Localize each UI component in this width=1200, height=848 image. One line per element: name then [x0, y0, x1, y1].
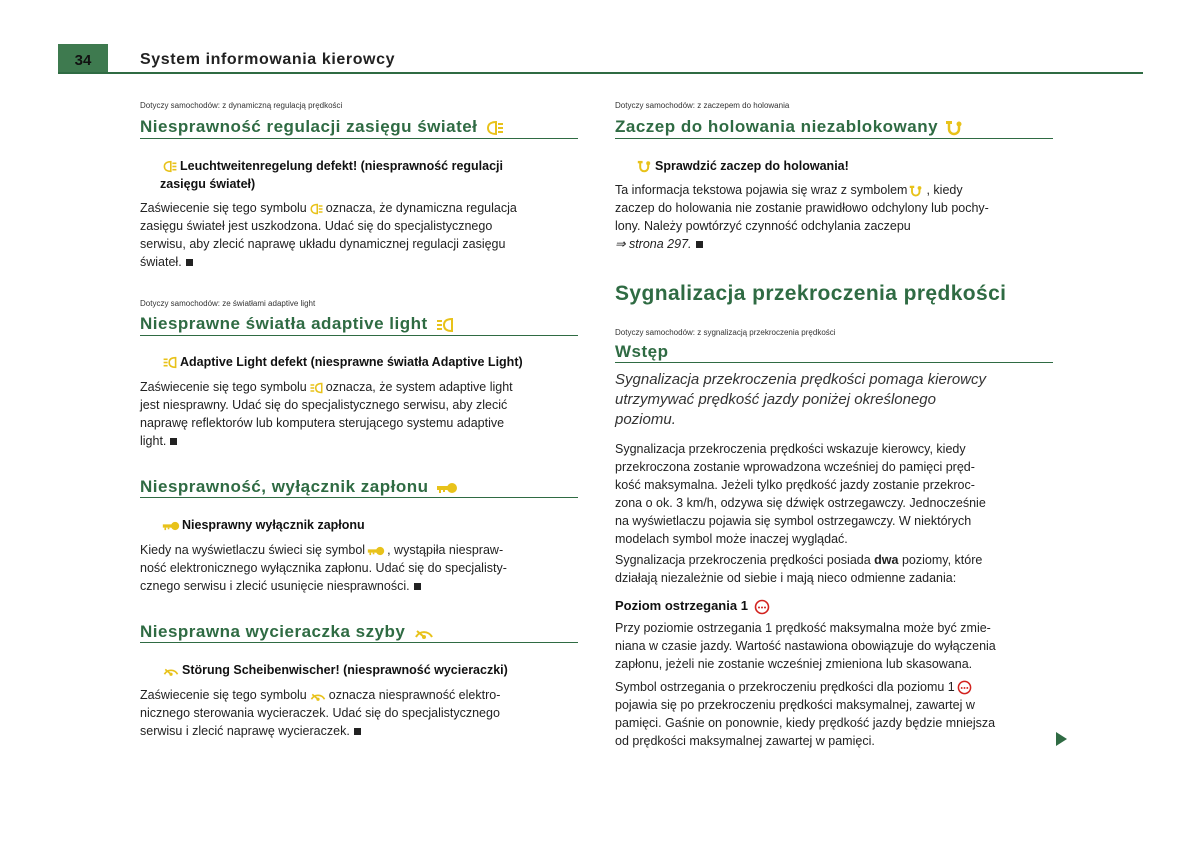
adaptive-light-icon — [435, 317, 455, 333]
tow-hitch-icon — [909, 185, 924, 197]
text: lony. Należy powtórzyć czynność odchylania zaczepu — [615, 219, 911, 233]
warning-text: zasięgu świateł) — [160, 177, 256, 191]
text: oznacza, że dynamiczna regulacja — [325, 201, 517, 215]
text: niana w czasie jazdy. Wartość nastawiona obowiązuje do wyłączenia — [615, 639, 996, 653]
text: , wystąpiła niespraw- — [387, 543, 504, 557]
end-mark — [354, 728, 361, 735]
section-heading-text: Niesprawność regulacji zasięgu świateł — [140, 117, 478, 136]
next-page-arrow-icon[interactable] — [1056, 732, 1067, 746]
paragraph — [140, 541, 580, 595]
text: Zaświecenie się tego symbolu — [140, 201, 307, 215]
adaptive-light-icon — [162, 356, 178, 369]
level-heading — [615, 598, 772, 615]
warning-message — [635, 157, 849, 175]
text: poziomu. — [615, 411, 676, 428]
text: świateł. — [140, 255, 182, 269]
text: serwisu i zlecić naprawę wycieraczek. — [140, 724, 350, 738]
text: zapłonu, jeżeli nie zostanie wcześniej zmieniona lub skasowana. — [615, 657, 973, 671]
section-heading — [140, 622, 437, 642]
chapter-heading: Sygnalizacja przekroczenia prędkości — [615, 282, 1007, 305]
wiper-icon — [309, 690, 327, 702]
warning-message — [160, 157, 503, 193]
paragraph — [140, 199, 580, 271]
text: przekroczona zostanie wprowadzona wcześniej do pamięci pręd- — [615, 460, 975, 474]
end-mark — [186, 259, 193, 266]
warning-text: Sprawdzić zaczep do holowania! — [655, 159, 849, 173]
section-heading-text: Niesprawność, wyłącznik zapłonu — [140, 477, 429, 496]
text: Ta informacja tekstowa pojawia się wraz z symbolem — [615, 183, 908, 197]
text-bold: dwa — [874, 553, 899, 567]
section-heading — [140, 117, 507, 137]
text: light. — [140, 434, 167, 448]
warning-text: Leuchtweitenregelung defekt! (niesprawność regulacji — [180, 159, 503, 173]
warning-message — [160, 516, 365, 534]
warning-text: Niesprawny wyłącznik zapłonu — [182, 518, 365, 532]
text: cznego serwisu i zlecić usunięcie niesprawności. — [140, 579, 410, 593]
section-rule — [140, 138, 578, 139]
ignition-key-icon — [436, 482, 458, 494]
text: modelach symbol może inaczej wyglądać. — [615, 532, 848, 546]
speed-warning-icon — [957, 680, 972, 695]
wiper-icon — [413, 626, 435, 640]
paragraph — [140, 378, 580, 450]
text: Zaświecenie się tego symbolu — [140, 688, 307, 702]
text: działają niezależnie od siebie i mają nieco odmienne zadania: — [615, 571, 957, 585]
text: serwisu, aby zlecić naprawę układu dynamicznej regulacji zasięgu — [140, 237, 506, 251]
applies-note: Dotyczy samochodów: z sygnalizacją przekroczenia prędkości — [615, 328, 836, 337]
warning-message — [160, 661, 508, 679]
warning-text: Störung Scheibenwischer! (niesprawność wycieraczki) — [182, 663, 508, 677]
text: , kiedy — [926, 183, 963, 197]
text: Sygnalizacja przekroczenia prędkości posiada — [615, 553, 875, 567]
headlight-range-icon — [309, 203, 324, 215]
page-number: 34 — [74, 52, 92, 69]
speed-warning-icon — [754, 599, 770, 615]
text: Sygnalizacja przekroczenia prędkości wskazuje kierowcy, kiedy — [615, 442, 966, 456]
text: nicznego sterowania wycieraczek. Udać się do specjalistycznego — [140, 706, 500, 720]
tow-hitch-icon — [945, 120, 965, 136]
text: kość maksymalna. Jeżeli tylko prędkość jazdy zostanie przekroc- — [615, 478, 975, 492]
text: ność elektronicznego wyłącznika zapłonu. Udać się do specjalisty- — [140, 561, 507, 575]
warning-message — [160, 353, 523, 371]
adaptive-light-icon — [309, 382, 324, 394]
page-reference-link[interactable]: ⇒ strona 297. — [615, 237, 692, 251]
intro-text — [615, 370, 1065, 430]
end-mark — [414, 583, 421, 590]
paragraph — [140, 686, 580, 740]
section-heading-text: Zaczep do holowania niezablokowany — [615, 117, 939, 136]
headlight-range-icon — [485, 120, 505, 136]
section-rule — [140, 642, 578, 643]
warning-text: Adaptive Light defekt (niesprawne światła Adaptive Light) — [180, 355, 523, 369]
applies-note: Dotyczy samochodów: ze światłami adaptive light — [140, 299, 316, 308]
text: utrzymywać prędkość jazdy poniżej określonego — [615, 391, 936, 408]
end-mark — [696, 241, 703, 248]
text: poziomy, które — [898, 553, 983, 567]
paragraph — [615, 440, 1060, 548]
text: oznacza niesprawność elektro- — [328, 688, 501, 702]
paragraph — [615, 619, 1060, 673]
section-rule — [140, 335, 578, 336]
header-rule — [58, 72, 1143, 74]
paragraph — [615, 678, 1060, 750]
text: pojawia się po przekroczeniu prędkości maksymalnej, zawartej w — [615, 698, 975, 712]
text: Sygnalizacja przekroczenia prędkości pomaga kierowcy — [615, 371, 987, 388]
ignition-key-icon — [162, 521, 180, 531]
subsection-heading: Wstęp — [615, 342, 669, 361]
section-rule — [615, 362, 1053, 363]
section-rule — [140, 497, 578, 498]
paragraph — [615, 181, 1060, 253]
applies-note: Dotyczy samochodów: z dynamiczną regulacją prędkości — [140, 101, 343, 110]
section-heading — [140, 477, 460, 497]
header-title: System informowania kierowcy — [140, 51, 396, 68]
headlight-range-icon — [162, 160, 178, 173]
text: Symbol ostrzegania o przekroczeniu prędkości dla poziomu 1 — [615, 680, 955, 694]
paragraph — [615, 551, 1060, 587]
wiper-icon — [162, 665, 180, 677]
text: Przy poziomie ostrzegania 1 prędkość maksymalna może być zmie- — [615, 621, 991, 635]
level-heading-text: Poziom ostrzegania 1 — [615, 598, 748, 613]
ignition-key-icon — [367, 546, 385, 556]
section-rule — [615, 138, 1053, 139]
section-heading-text: Niesprawna wycieraczka szyby — [140, 622, 406, 641]
text: naprawę reflektorów lub komputera sterującego systemu adaptive — [140, 416, 505, 430]
text: Zaświecenie się tego symbolu — [140, 380, 307, 394]
text: pamięci. Gaśnie on ponownie, kiedy prędkość jazdy będzie mniejsza — [615, 716, 996, 730]
section-heading — [615, 117, 967, 137]
text: jest niesprawny. Udać się do specjalistycznego serwisu, aby zlecić — [140, 398, 508, 412]
tow-hitch-icon — [637, 160, 653, 173]
text: zaczep do holowania nie zostanie prawidłowo odchylony lub pochy- — [615, 201, 989, 215]
text: zona o ok. 3 km/h, odzywa się dźwięk ostrzegawczy. Jednocześnie — [615, 496, 986, 510]
text: oznacza, że system adaptive light — [325, 380, 513, 394]
applies-note: Dotyczy samochodów: z zaczepem do holowania — [615, 101, 790, 110]
section-heading-text: Niesprawne światła adaptive light — [140, 314, 428, 333]
text: od prędkości maksymalnej zawartej w pamięci. — [615, 734, 875, 748]
section-heading — [140, 314, 457, 334]
text: zasięgu świateł jest uszkodzona. Udać się do specjalistycznego — [140, 219, 493, 233]
text: Kiedy na wyświetlaczu świeci się symbol — [140, 543, 366, 557]
end-mark — [170, 438, 177, 445]
text: na wyświetlaczu pojawia się symbol ostrzegawczy. W niektórych — [615, 514, 972, 528]
